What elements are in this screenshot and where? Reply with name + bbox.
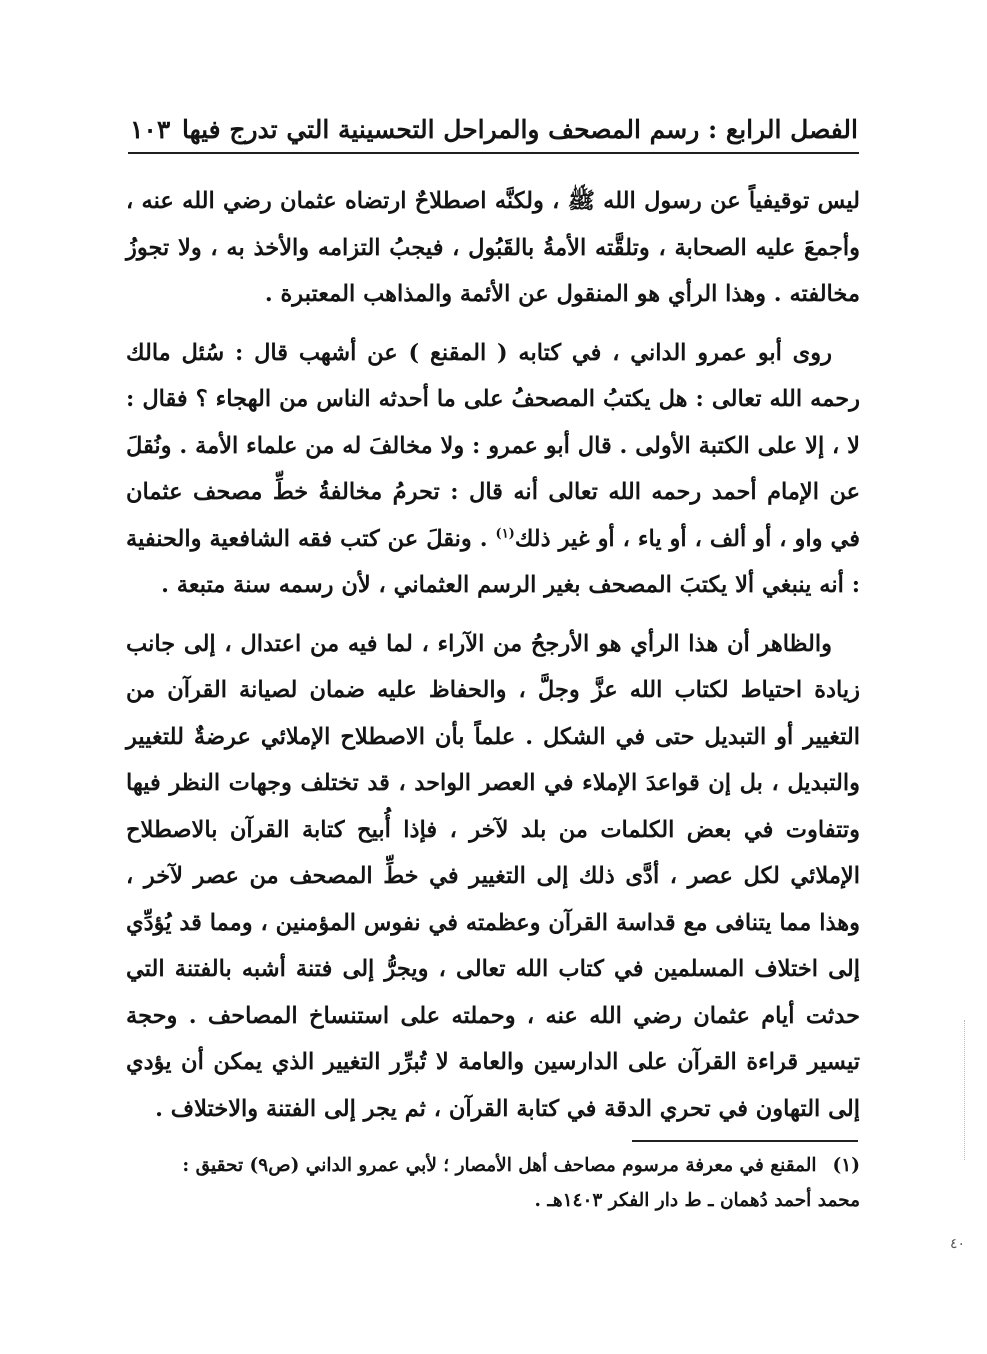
footnote-line-1: المقنع في معرفة مرسوم مصاحف أهل الأمصار ؛ لأبي عمرو الداني (ص٩) تحقيق : [182, 1155, 817, 1176]
footnote-number: (١) [832, 1155, 860, 1176]
paragraph-2-text: روى أبو عمرو الداني ، في كتابه ( المقنع ) عن أشهب قال : سُئل مالك رحمه الله تعالى : هل يكتبُ المصحفُ على ما أحدثه الناس من الهجاء ؟ فقال : لا ، إلا على الكتبة الأولى . قال أبو عمرو : ولا مخالفَ له من علماء الأمة . ونُقلَ عن الإمام أحمد رحمه الله تعالى أنه قال : تحرمُ مخالفةُ خطِّ مصحف عثمان في واو ، أو ألف ، أو ياء ، أو غير ذلك [126, 339, 860, 552]
footnote-line-2: محمد أحمد دُهمان ـ ط دار الفكر ١٤٠٣هـ . [534, 1190, 860, 1211]
footnote-divider [632, 1140, 858, 1142]
paragraph-1: ليس توقيفياً عن رسول الله ﷺ ، ولكنَّه اصطلاحٌ ارتضاه عثمان رضي الله عنه ، وأجمعَ عليه الصحابة ، وتلقَّته الأمةُ بالقَبُول ، فيجبُ التزامه والأخذ به ، ولا تجوزُ مخالفته . وهذا الرأي هو المنقول عن الأئمة والمذاهب المعتبرة . [126, 188, 860, 307]
paragraph-3: والظاهر أن هذا الرأي هو الأرجحُ من الآراء ، لما فيه من اعتدال ، إلى جانب زيادة احتياط لكتاب الله عزَّ وجلَّ ، والحفاظ عليه ضمان لصيانة القرآن من التغيير أو التبديل حتى في الشكل . علماً بأن الاصطلاح الإملائي عرضةٌ للتغيير والتبديل ، بل إن قواعدَ الإملاء في العصر الواحد ، قد تختلف وجهات النظر فيها وتتفاوت في بعض الكلمات من بلد لآخر ، فإذا أُبيح كتابة القرآن بالاصطلاح الإملائي لكل عصر ، أدَّى ذلك إلى التغيير في خطِّ المصحف من عصر لآخر ، وهذا مما يتنافى مع قداسة القرآن وعظمته في نفوس المؤمنين ، ومما قد يُؤدِّي إلى اختلاف المسلمين في كتاب الله تعالى ، ويجرُّ إلى فتنة أشبه بالفتنة التي حدثت أيام عثمان رضي الله عنه ، وحملته على استنساخ المصاحف . وحجة تيسير قراءة القرآن على الدارسين والعامة لا تُبرِّر التغيير الذي يمكن أن يؤدي إلى التهاون في تحري الدقة في كتابة القرآن ، ثم يجر إلى الفتنة والاختلاف . [126, 630, 860, 1122]
header-divider [128, 152, 859, 154]
footnote [126, 1148, 860, 1218]
paragraph-2-continuation: . ونقلَ عن كتب فقه الشافعية والحنفية : أنه ينبغي ألا يكتبَ المصحف بغير الرسم العثماني ، لأن رسمه سنة متبعة . [126, 525, 860, 598]
running-header [130, 108, 858, 150]
footnote-reference[interactable]: (١) [495, 526, 515, 541]
page-number: ١٠٣ [130, 114, 171, 144]
main-text [126, 178, 860, 1144]
paragraph-2 [126, 330, 860, 609]
chapter-title: الفصل الرابع : رسم المصحف والمراحل التحسينية التي تدرج فيها [182, 114, 858, 144]
corner-mark: ٤٠ [950, 1236, 966, 1252]
scan-margin-marks [964, 1020, 977, 1160]
